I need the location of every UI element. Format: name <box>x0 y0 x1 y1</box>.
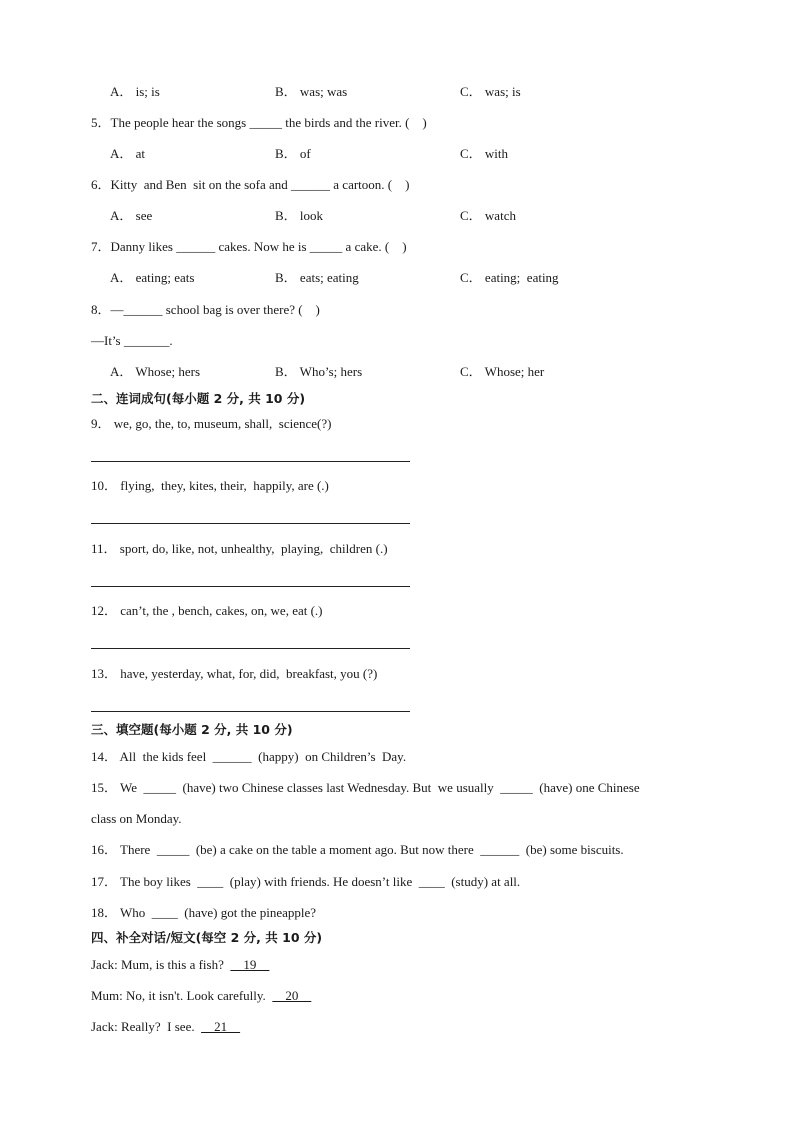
item-14: 14． All the kids feel ______ (happy) on Children’s Day. <box>91 749 407 764</box>
answer-line-12 <box>91 648 410 649</box>
q6-options <box>110 208 710 224</box>
item-17: 17． The boy likes ____ (play) with friends. He doesn’t like ____ (study) at all. <box>91 874 521 889</box>
item-9: 9． we, go, the, to, museum, shall, science(?) <box>91 416 332 431</box>
option-c: C． Whose; her <box>460 364 545 379</box>
dialogue-text: Mum: No, it isn't. Look carefully. <box>91 988 273 1003</box>
answer-blank-20[interactable]: 20 <box>272 988 312 1003</box>
q5-options <box>110 146 710 162</box>
question-8: 8．—______ school bag is over there? ( ) <box>91 302 320 317</box>
q4-options <box>110 84 710 100</box>
option-c: C． eating; eating <box>460 270 559 285</box>
option-c: C． with <box>460 146 509 161</box>
option-b: B． Who’s; hers <box>275 364 363 379</box>
option-c: C． was; is <box>460 84 521 99</box>
option-a: A． at <box>110 146 146 161</box>
answer-line-13 <box>91 711 410 712</box>
option-a: A． is; is <box>110 84 160 99</box>
question-5: 5．The people hear the songs _____ the birds and the river. ( ) <box>91 115 427 130</box>
q7-options <box>110 270 710 286</box>
option-b: B． was; was <box>275 84 348 99</box>
dialogue-text: Jack: Really? I see. <box>91 1019 202 1034</box>
option-a: A． see <box>110 208 153 223</box>
answer-line-9 <box>91 461 410 462</box>
question-6: 6．Kitty and Ben sit on the sofa and ______ a cartoon. ( ) <box>91 177 410 192</box>
section-2-heading: 二、连词成句(每小题 2 分, 共 10 分) <box>91 391 306 406</box>
answer-blank-21[interactable]: 21 <box>201 1019 241 1034</box>
item-16: 16． There _____ (be) a cake on the table a moment ago. But now there ______ (be) some biscuits. <box>91 842 624 857</box>
item-15-continued: class on Monday. <box>91 811 182 826</box>
item-11: 11． sport, do, like, not, unhealthy, playing, children (.) <box>91 541 388 556</box>
answer-line-10 <box>91 523 410 524</box>
option-b: B． look <box>275 208 324 223</box>
dialogue-text: Jack: Mum, is this a fish? <box>91 957 231 972</box>
question-7: 7．Danny likes ______ cakes. Now he is _____ a cake. ( ) <box>91 239 407 254</box>
item-12: 12． can’t, the , bench, cakes, on, we, eat (.) <box>91 603 323 618</box>
section-4-heading: 四、补全对话/短文(每空 2 分, 共 10 分) <box>91 930 323 945</box>
option-a: A． eating; eats <box>110 270 195 285</box>
section-3-heading: 三、填空题(每小题 2 分, 共 10 分) <box>91 722 293 737</box>
option-b: B． of <box>275 146 311 161</box>
dialogue-line-19 <box>91 957 269 973</box>
item-18: 18． Who ____ (have) got the pineapple? <box>91 905 317 920</box>
question-8-reply: —It’s _______. <box>91 333 173 348</box>
answer-line-11 <box>91 586 410 587</box>
q8-options <box>110 364 710 380</box>
item-13: 13． have, yesterday, what, for, did, breakfast, you (?) <box>91 666 378 681</box>
item-10: 10． flying, they, kites, their, happily, are (.) <box>91 478 329 493</box>
option-c: C． watch <box>460 208 516 223</box>
option-b: B． eats; eating <box>275 270 359 285</box>
item-15: 15． We _____ (have) two Chinese classes last Wednesday. But we usually _____ (have) one Chinese <box>91 780 640 795</box>
dialogue-line-20 <box>91 988 311 1004</box>
option-a: A． Whose; hers <box>110 364 201 379</box>
answer-blank-19[interactable]: 19 <box>230 957 270 972</box>
dialogue-line-21 <box>91 1019 240 1035</box>
